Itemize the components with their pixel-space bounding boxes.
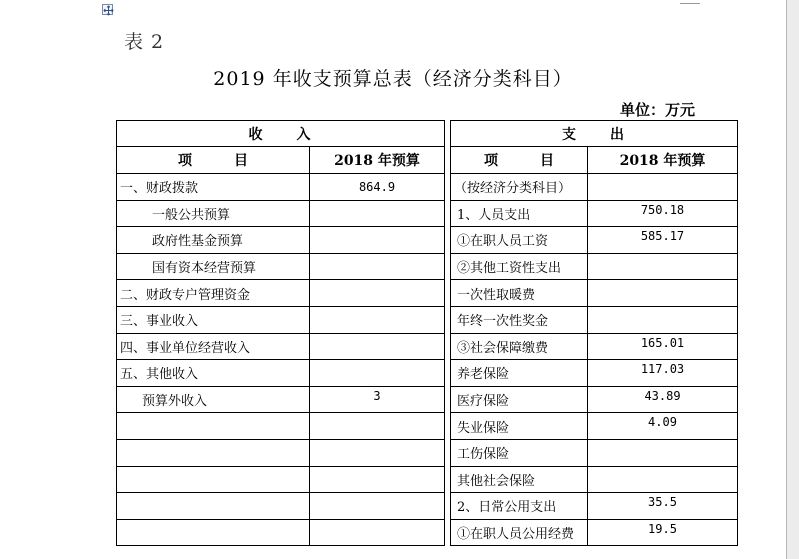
income-section-header: 收 入: [117, 121, 445, 147]
table-row: [117, 227, 738, 254]
expense-value-cell[interactable]: 117.03: [588, 360, 738, 387]
income-item-cell[interactable]: [117, 493, 310, 520]
expense-value-cell[interactable]: [588, 280, 738, 307]
income-value-cell[interactable]: [310, 306, 445, 333]
income-item-cell[interactable]: [117, 439, 310, 466]
income-item-cell[interactable]: [117, 466, 310, 493]
income-value-cell[interactable]: [310, 439, 445, 466]
column-header-row: [117, 147, 738, 174]
section-header-row: [117, 121, 738, 147]
income-item-cell[interactable]: 国有资本经营预算: [117, 253, 310, 280]
expense-item-cell[interactable]: （按经济分类科目）: [451, 174, 588, 201]
income-item-cell[interactable]: 四、事业单位经营收入: [117, 333, 310, 360]
expense-value-cell[interactable]: 4.09: [588, 413, 738, 440]
expense-value-cell[interactable]: [588, 439, 738, 466]
income-item-cell[interactable]: 预算外收入: [117, 386, 310, 413]
window-right-edge: [786, 0, 799, 559]
expense-budget-header: 2018 年预算: [588, 147, 738, 174]
page-corner-mark: [680, 0, 700, 4]
expense-value-cell[interactable]: 19.5: [588, 519, 738, 546]
expense-value-cell[interactable]: [588, 253, 738, 280]
expense-item-cell[interactable]: ①在职人员工资: [451, 227, 588, 254]
expense-item-cell[interactable]: ②其他工资性支出: [451, 253, 588, 280]
table-row: [117, 360, 738, 387]
income-value-cell[interactable]: [310, 253, 445, 280]
table-row: [117, 439, 738, 466]
table-row: [117, 519, 738, 546]
income-item-cell[interactable]: 二、财政专户管理资金: [117, 280, 310, 307]
expense-value-cell[interactable]: [588, 306, 738, 333]
table-row: [117, 174, 738, 201]
income-value-cell[interactable]: [310, 360, 445, 387]
table-row: [117, 386, 738, 413]
expense-item-cell[interactable]: 养老保险: [451, 360, 588, 387]
expense-value-cell[interactable]: 35.5: [588, 493, 738, 520]
expense-item-cell[interactable]: 2、日常公用支出: [451, 493, 588, 520]
expense-item-cell[interactable]: ③社会保障缴费: [451, 333, 588, 360]
income-item-cell[interactable]: 一般公共预算: [117, 200, 310, 227]
table-row: [117, 466, 738, 493]
table-row: [117, 253, 738, 280]
expense-item-cell[interactable]: 一次性取暖费: [451, 280, 588, 307]
income-value-cell[interactable]: [310, 200, 445, 227]
expense-item-cell[interactable]: 医疗保险: [451, 386, 588, 413]
expense-item-cell[interactable]: 失业保险: [451, 413, 588, 440]
expense-value-cell[interactable]: [588, 466, 738, 493]
table-row: [117, 280, 738, 307]
table-row: [117, 200, 738, 227]
table-row: [117, 306, 738, 333]
table-number-label: 表 2: [124, 31, 165, 53]
income-item-cell[interactable]: 政府性基金预算: [117, 227, 310, 254]
income-item-cell[interactable]: 三、事业收入: [117, 306, 310, 333]
expense-item-cell[interactable]: 年终一次性奖金: [451, 306, 588, 333]
income-value-cell[interactable]: [310, 519, 445, 546]
income-value-cell[interactable]: [310, 466, 445, 493]
income-item-cell[interactable]: 一、财政拨款: [117, 174, 310, 201]
expense-item-header: 项 目: [451, 147, 588, 174]
income-value-cell[interactable]: 3: [310, 386, 445, 413]
expense-value-cell[interactable]: 750.18: [588, 200, 738, 227]
document-title: 2019 年收支预算总表（经济分类科目）: [213, 68, 573, 90]
income-value-cell[interactable]: [310, 493, 445, 520]
income-item-header: 项 目: [117, 147, 310, 174]
expense-item-cell[interactable]: 工伤保险: [451, 439, 588, 466]
income-item-cell[interactable]: [117, 413, 310, 440]
income-value-cell[interactable]: [310, 280, 445, 307]
income-item-cell[interactable]: [117, 519, 310, 546]
expense-value-cell[interactable]: 43.89: [588, 386, 738, 413]
expense-value-cell[interactable]: 165.01: [588, 333, 738, 360]
income-value-cell[interactable]: [310, 333, 445, 360]
expense-section-header: 支 出: [451, 121, 738, 147]
income-budget-header: 2018 年预算: [310, 147, 445, 174]
income-item-cell[interactable]: 五、其他收入: [117, 360, 310, 387]
expense-item-cell[interactable]: ①在职人员公用经费: [451, 519, 588, 546]
expense-item-cell[interactable]: 1、人员支出: [451, 200, 588, 227]
expense-value-cell[interactable]: [588, 174, 738, 201]
budget-table: [116, 120, 738, 546]
table-row: [117, 413, 738, 440]
table-row: [117, 493, 738, 520]
unit-label: 单位：万元: [620, 101, 696, 119]
income-value-cell[interactable]: [310, 227, 445, 254]
income-value-cell[interactable]: 864.9: [310, 174, 445, 201]
table-row: [117, 333, 738, 360]
expense-item-cell[interactable]: 其他社会保险: [451, 466, 588, 493]
income-value-cell[interactable]: [310, 413, 445, 440]
expense-value-cell[interactable]: 585.17: [588, 227, 738, 254]
table-move-handle-icon[interactable]: [102, 4, 113, 15]
